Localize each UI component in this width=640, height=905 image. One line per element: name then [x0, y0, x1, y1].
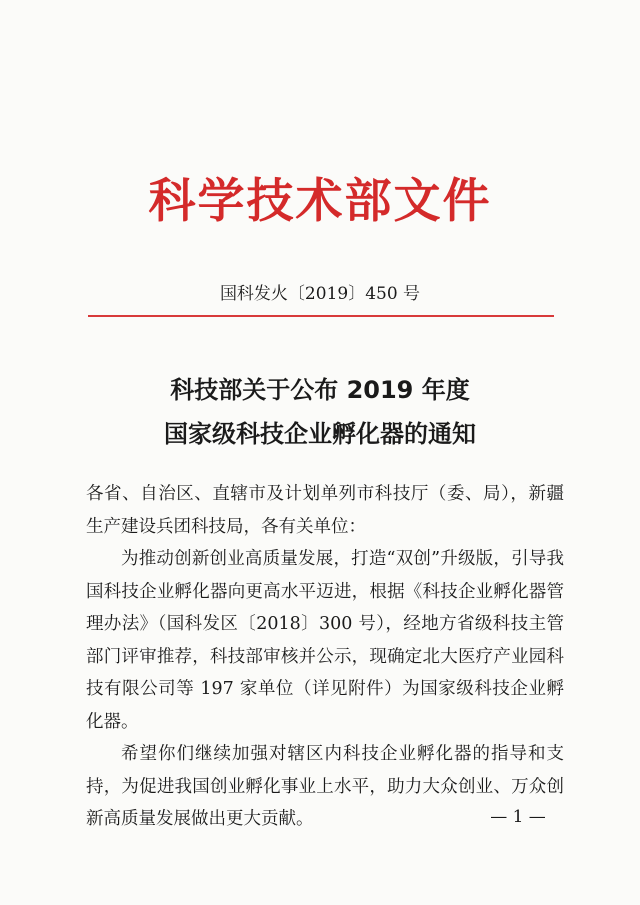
document-body [86, 478, 564, 836]
document-subject [0, 368, 640, 456]
red-divider-line [88, 315, 554, 317]
body-paragraph-2: 希望你们继续加强对辖区内科技企业孵化器的指导和支持，为促进我国创业孵化事业上水平，助力大众创业、万众创新高质量发展做出更大贡献。 [86, 744, 564, 829]
salutation: 各省、自治区、直辖市及计划单列市科技厅（委、局），新疆生产建设兵团科技局，各有关单位： [86, 484, 564, 537]
subject-line-1: 科技部关于公布 2019 年度 [170, 376, 470, 404]
issuing-authority-header: 科学技术部文件 [148, 174, 492, 229]
body-paragraph-1: 为推动创新创业高质量发展，打造“双创”升级版，引导我国科技企业孵化器向更高水平迈进，根据《科技企业孵化器管理办法》（国科发区〔2018〕300 号），经地方省级科技主管部门评审推荐，科技部审核并公示，现确定北大医疗产业园科技有限公司等 197 家单位（详见附件）为国家级科技企业孵化器。 [86, 549, 564, 732]
page-number: — 1 — [490, 807, 546, 827]
subject-line-2: 国家级科技企业孵化器的通知 [164, 420, 476, 448]
document-number: 国科发火〔2019〕450 号 [219, 284, 421, 304]
